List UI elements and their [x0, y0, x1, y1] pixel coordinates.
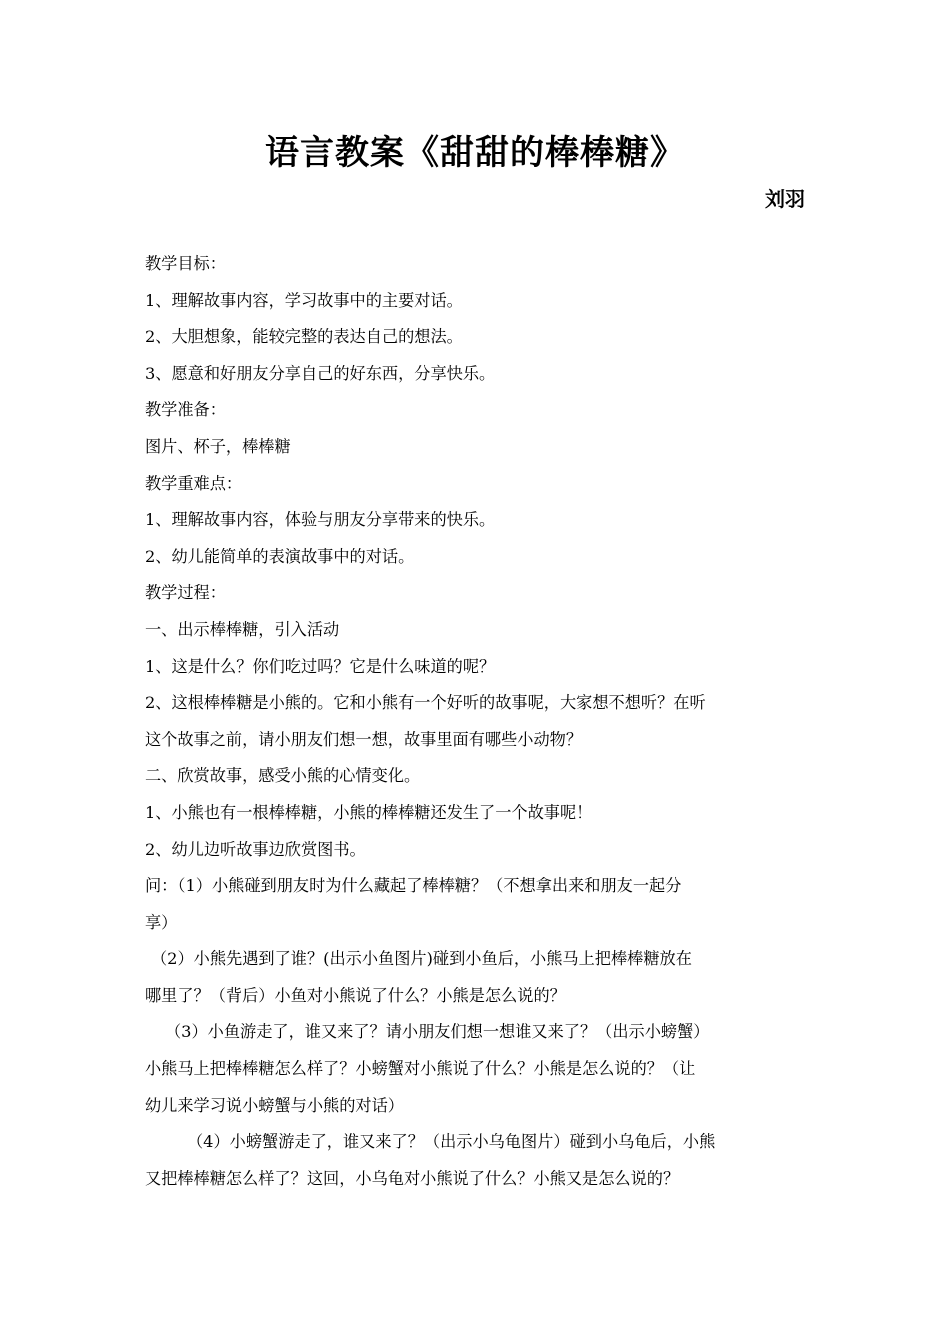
goal-item-3: 3、愿意和好朋友分享自己的好东西，分享快乐。	[145, 363, 496, 383]
document-body	[145, 246, 810, 1197]
section-heading-key-points: 教学重难点：	[145, 473, 243, 493]
section-heading-goals: 教学目标：	[145, 254, 226, 273]
question-4: （4）小螃蟹游走了，谁又来了？（出示小乌龟图片）碰到小乌龟后，小熊	[187, 1132, 716, 1152]
process-step-1-heading: 一、出示棒棒糖，引入活动	[145, 619, 340, 639]
key-point-2: 2、幼儿能简单的表演故事中的对话。	[145, 546, 415, 566]
process-step-1-item-2: 2、这根棒棒糖是小熊的。它和小熊有一个好听的故事呢，大家想不想听？在听	[145, 693, 706, 713]
process-step-2-item-2: 2、幼儿边听故事边欣赏图书。	[145, 839, 366, 859]
goal-item-1: 1、理解故事内容，学习故事中的主要对话。	[145, 290, 463, 310]
section-heading-preparation: 教学准备：	[145, 400, 226, 420]
preparation-items: 图片、杯子，棒棒糖	[145, 436, 291, 456]
process-step-2-item-1: 1、小熊也有一根棒棒糖，小熊的棒棒糖还发生了一个故事呢！	[145, 802, 593, 822]
question-3-cont-2: 幼儿来学习说小螃蟹与小熊的对话）	[145, 1095, 404, 1115]
process-step-2-heading: 二、欣赏故事，感受小熊的心情变化。	[145, 766, 421, 786]
question-3-cont: 小熊马上把棒棒糖怎么样了？小螃蟹对小熊说了什么？小熊是怎么说的？（让	[145, 1059, 696, 1079]
question-4-cont: 又把棒棒糖怎么样了？这回，小乌龟对小熊说了什么？小熊又是怎么说的？	[145, 1168, 680, 1188]
question-3: （3）小鱼游走了，谁又来了？请小朋友们想一想谁又来了？（出示小螃蟹）	[165, 1022, 710, 1042]
process-step-1-item-2-cont: 这个故事之前，请小朋友们想一想，故事里面有哪些小动物？	[145, 729, 583, 749]
section-heading-process: 教学过程：	[145, 583, 226, 603]
document-author: 刘羽	[765, 187, 805, 211]
process-step-1-item-1: 1、这是什么？你们吃过吗？它是什么味道的呢？	[145, 656, 496, 676]
question-1-cont: 享）	[145, 912, 178, 932]
document-title: 语言教案《甜甜的棒棒糖》	[265, 133, 685, 173]
goal-item-2: 2、大胆想象，能较完整的表达自己的想法。	[145, 327, 463, 347]
question-2: （2）小熊先遇到了谁？(出示小鱼图片)碰到小鱼后，小熊马上把棒棒糖放在	[151, 949, 692, 969]
question-2-cont: 哪里了？（背后）小鱼对小熊说了什么？小熊是怎么说的？	[145, 985, 566, 1005]
key-point-1: 1、理解故事内容，体验与朋友分享带来的快乐。	[145, 510, 496, 530]
question-1: 问：（1）小熊碰到朋友时为什么藏起了棒棒糖？（不想拿出来和朋友一起分	[145, 876, 682, 896]
